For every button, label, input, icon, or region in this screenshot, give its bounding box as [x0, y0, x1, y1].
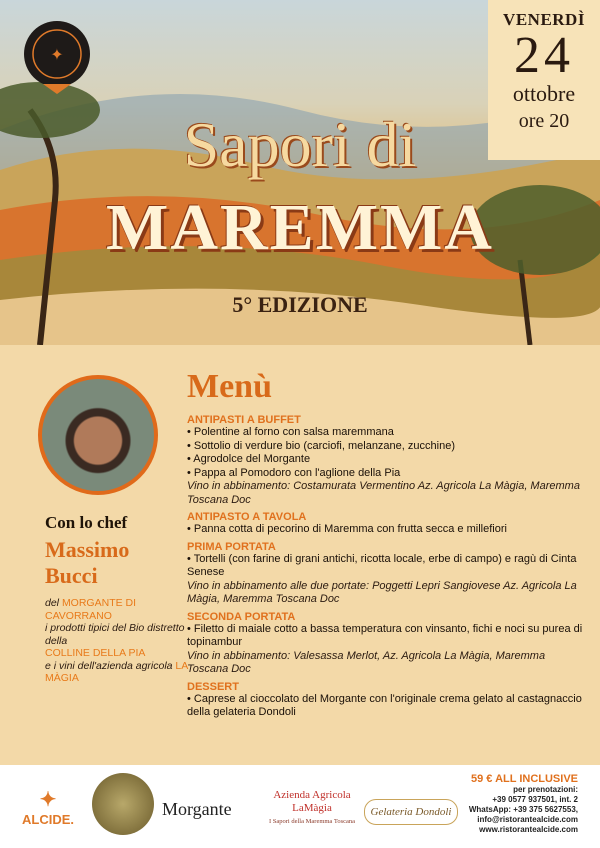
- colline-della-pia-logo: [92, 773, 154, 835]
- booking-info: [469, 773, 578, 835]
- footer: [0, 765, 600, 848]
- chef-column: [0, 345, 188, 765]
- desc-highlight-colline: COLLINE DELLA PIA: [45, 647, 146, 659]
- svg-text:✦: ✦: [50, 47, 64, 64]
- menu-item: • Polentine al forno con salsa maremmana: [187, 426, 394, 438]
- price-label: 59 € ALL INCLUSIVE: [471, 773, 578, 785]
- event-day: 24: [514, 27, 574, 84]
- event-hour: ore 20: [518, 110, 570, 132]
- menu-section: [187, 511, 587, 537]
- menu-section: [187, 611, 587, 677]
- menu-column: [187, 368, 587, 720]
- email-link[interactable]: info@ristorantealcide.com: [477, 815, 578, 824]
- menu-item: • Agrodolce del Morgante: [187, 453, 311, 465]
- website-link[interactable]: www.ristorantealcide.com: [479, 825, 578, 834]
- menu-item: • Filetto di maiale cotto a bassa temperatura con vinsanto, fichi e noci su purea di topinambur: [187, 622, 583, 648]
- chef-name: [45, 537, 129, 589]
- wine-pairing: Vino in abbinamento: Costamurata Vermentino Az. Agricola La Màgia, Maremma Toscana Doc: [187, 480, 580, 506]
- lamagia-tagline: I Sapori della Maremma Toscana: [268, 818, 356, 825]
- chef-intro: Con lo chef: [45, 513, 128, 532]
- dondoli-logo: Gelateria Dondoli: [364, 799, 458, 825]
- desc-highlight-lamagia: LA MÀGIA: [45, 659, 188, 684]
- crest-icon: ✦: [39, 789, 57, 811]
- desc-prefix: del: [45, 597, 60, 609]
- section-title: ANTIPASTO A TAVOLA: [187, 511, 307, 523]
- title-line-1: Sapori di: [183, 109, 417, 180]
- menu-title: Menù: [187, 368, 272, 405]
- menu-item: • Sottolio di verdure bio (carciofi, melanzane, zucchine): [187, 439, 455, 452]
- chef-first-name: Massimo: [45, 537, 130, 562]
- lamagia-logo-text: Azienda Agricola LaMàgia: [273, 789, 351, 814]
- menu-item: • Caprese al cioccolato del Morgante con l'originale crema gelato al castagnaccio della gelateria Dondoli: [187, 692, 582, 718]
- menu-section: [187, 681, 587, 720]
- alcide-logo: [22, 787, 74, 827]
- section-title: ANTIPASTI A BUFFET: [187, 414, 301, 426]
- alcide-logo-text: ALCIDE.: [22, 812, 74, 827]
- chef-photo: [38, 375, 158, 495]
- wine-pairing: Vino in abbinamento alle due portate: Poggetti Lepri Sangiovese Az. Agricola La Màgia, Maremma Toscana Doc: [187, 579, 577, 605]
- event-month: ottobre: [512, 81, 576, 106]
- phone-number[interactable]: +39 0577 937501, int. 2: [492, 795, 578, 804]
- menu-item: • Panna cotta di pecorino di Maremma con frutta secca e millefiori: [187, 523, 507, 535]
- menu-item: • Tortelli (con farine di grani antichi, ricotta locale, erbe di campo) e ragù di Cinta Senese: [187, 552, 577, 578]
- menu-item: • Pappa al Pomodoro con l'aglione della Pia: [187, 466, 401, 479]
- section-title: SECONDA PORTATA: [187, 610, 296, 623]
- day-of-week: VENERDÌ: [503, 10, 585, 29]
- title-line-2: MAREMMA: [106, 191, 494, 264]
- desc-mid2: e i vini dell'azienda agricola: [45, 659, 173, 672]
- chef-description: [45, 597, 190, 685]
- edition-label: 5° EDIZIONE: [232, 292, 368, 317]
- alcide-gourmet-club-logo: [18, 18, 96, 96]
- desc-mid: i prodotti tipici del Bio distretto della: [45, 622, 185, 647]
- section-title: DESSERT: [187, 680, 239, 693]
- lamagia-logo: [268, 789, 356, 828]
- menu-section: [187, 541, 587, 607]
- morgante-logo: Morgante: [162, 799, 232, 819]
- desc-highlight-morgante: MORGANTE DI CAVORRANO: [45, 597, 137, 622]
- whatsapp-number[interactable]: WhatsApp: +39 375 5627553,: [468, 805, 578, 814]
- wine-pairing: Vino in abbinamento: Valesassa Merlot, Az. Agricola La Màgia, Maremma Toscana Doc: [187, 649, 546, 675]
- booking-label: per prenotazioni:: [513, 785, 578, 794]
- section-title: PRIMA PORTATA: [187, 540, 276, 553]
- menu-section: [187, 414, 587, 507]
- chef-last-name: Bucci: [45, 563, 98, 588]
